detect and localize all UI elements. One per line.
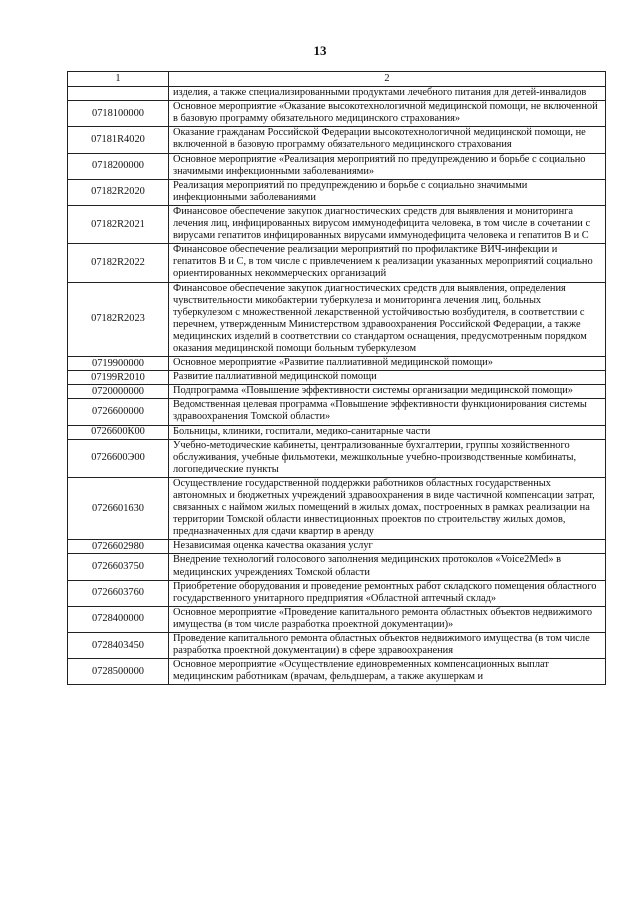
row-description: Реализация мероприятий по предупреждению и борьбе с социально значимыми инфекционными заболеваниями xyxy=(169,179,606,205)
row-code: 0726601630 xyxy=(68,477,169,539)
row-description: Финансовое обеспечение закупок диагностических средств для выявления и мониторинга лечения лиц, инфицированных вирусом иммунодефицита человека, в том числе в сочетании с вирусами гепатитов инфицированных вирусами иммунодефицита человека и гепатитов B и C xyxy=(169,205,606,243)
row-description: Проведение капитального ремонта областных объектов недвижимого имущества (в том числе разработка проектной документации) в сфере здравоохранения xyxy=(169,633,606,659)
row-description: Больницы, клиники, госпитали, медико-санитарные части xyxy=(169,425,606,439)
row-code: 0719900000 xyxy=(68,357,169,371)
table-row xyxy=(68,540,606,554)
row-description: Основное мероприятие «Осуществление единовременных компенсационных выплат медицинским работникам (врачам, фельдшерам, а также акушеркам и xyxy=(169,659,606,685)
row-code: 07182R2023 xyxy=(68,282,169,357)
table-row xyxy=(68,554,606,580)
column-header-2: 2 xyxy=(169,72,606,87)
table-row xyxy=(68,244,606,282)
row-description: Основное мероприятие «Развитие паллиативной медицинской помощи» xyxy=(169,357,606,371)
row-description: Подпрограмма «Повышение эффективности системы организации медицинской помощи» xyxy=(169,385,606,399)
row-code: 0728400000 xyxy=(68,606,169,632)
table-row xyxy=(68,606,606,632)
row-code: 0718100000 xyxy=(68,101,169,127)
row-description: Оказание гражданам Российской Федерации высокотехнологичной медицинской помощи, не включенной в базовую программу обязательного медицинского страхования xyxy=(169,127,606,153)
row-code: 0720000000 xyxy=(68,385,169,399)
row-code: 07199R2010 xyxy=(68,371,169,385)
row-description: Осуществление государственной поддержки работников областных государственных автономных и бюджетных учреждений здравоохранения в виде частичной компенсации затрат, связанных с наймом жилых помещений в жилых домах, построенных в рамках реализации на территории Томской области инвестиционных проектов по строительству жилых домов, предназначенных для сдачи квартир в аренду xyxy=(169,477,606,539)
row-code: 0726602980 xyxy=(68,540,169,554)
row-code: 07182R2020 xyxy=(68,179,169,205)
table-row xyxy=(68,179,606,205)
table-row xyxy=(68,580,606,606)
row-code: 07181R4020 xyxy=(68,127,169,153)
row-code: 0726603750 xyxy=(68,554,169,580)
row-code: 0728403450 xyxy=(68,633,169,659)
row-code: 0728500000 xyxy=(68,659,169,685)
row-code xyxy=(68,87,169,101)
row-code: 0726600Э00 xyxy=(68,439,169,477)
table-row xyxy=(68,439,606,477)
table-row xyxy=(68,425,606,439)
row-description: Развитие паллиативной медицинской помощи xyxy=(169,371,606,385)
table-row xyxy=(68,153,606,179)
table-row xyxy=(68,87,606,101)
table-row xyxy=(68,127,606,153)
row-description: Финансовое обеспечение реализации мероприятий по профилактике ВИЧ-инфекции и гепатитов B и C, в том числе с привлечением к реализации указанных мероприятий социально ориентированных некоммерческих организаций xyxy=(169,244,606,282)
row-description: Ведомственная целевая программа «Повышение эффективности функционирования системы здравоохранения Томской области» xyxy=(169,399,606,425)
table-row xyxy=(68,633,606,659)
row-code: 0718200000 xyxy=(68,153,169,179)
row-description: Учебно-методические кабинеты, централизованные бухгалтерии, группы хозяйственного обслуживания, учебные фильмотеки, межшкольные учебно-производственные комбинаты, логопедические пункты xyxy=(169,439,606,477)
table-row xyxy=(68,282,606,357)
table-row xyxy=(68,399,606,425)
table-header-row xyxy=(68,72,606,87)
page-number: 13 xyxy=(313,43,327,58)
table-row xyxy=(68,659,606,685)
budget-classification-table xyxy=(67,71,606,685)
table-row xyxy=(68,477,606,539)
row-code: 0726600К00 xyxy=(68,425,169,439)
row-code: 0726603760 xyxy=(68,580,169,606)
table-row xyxy=(68,385,606,399)
table-row xyxy=(68,371,606,385)
row-code: 07182R2022 xyxy=(68,244,169,282)
table-body xyxy=(68,87,606,685)
table-row xyxy=(68,357,606,371)
row-code: 07182R2021 xyxy=(68,205,169,243)
row-description: изделия, а также специализированными продуктами лечебного питания для детей-инвалидов xyxy=(169,87,606,101)
row-description: Основное мероприятие «Проведение капитального ремонта областных объектов недвижимого имущества (в том числе разработка проектной документации)» xyxy=(169,606,606,632)
column-header-1: 1 xyxy=(68,72,169,87)
row-description: Приобретение оборудования и проведение ремонтных работ складского помещения областного государственного унитарного предприятия «Областной аптечный склад» xyxy=(169,580,606,606)
row-description: Внедрение технологий голосового заполнения медицинских протоколов «Voice2Med» в медицинских учреждениях Томской области xyxy=(169,554,606,580)
table-row xyxy=(68,101,606,127)
row-description: Финансовое обеспечение закупок диагностических средств для выявления, определения чувствительности микобактерии туберкулеза и мониторинга лечения лиц, больных туберкулезом с множественной лекарственной устойчивостью возбудителя, в соответствии с перечнем, утвержденным Министерством здравоохранения Российской Федерации, а также медицинских изделий в соответствии со стандартом оснащения, предусмотренным порядком оказания медицинской помощи больным туберкулезом xyxy=(169,282,606,357)
row-description: Основное мероприятие «Реализация мероприятий по предупреждению и борьбе с социально значимыми инфекционными заболеваниями» xyxy=(169,153,606,179)
row-description: Независимая оценка качества оказания услуг xyxy=(169,540,606,554)
row-description: Основное мероприятие «Оказание высокотехнологичной медицинской помощи, не включенной в базовую программу обязательного медицинского страхования» xyxy=(169,101,606,127)
row-code: 0726600000 xyxy=(68,399,169,425)
table-row xyxy=(68,205,606,243)
